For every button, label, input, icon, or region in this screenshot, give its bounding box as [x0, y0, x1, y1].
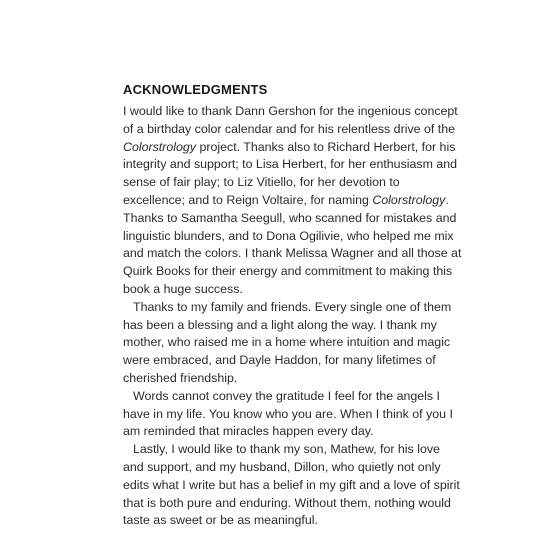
paragraph-1-title-1: Colorstrology: [123, 139, 196, 154]
paragraph-4: [123, 441, 463, 530]
paragraph-1: [123, 103, 463, 299]
section-heading: ACKNOWLEDGMENTS: [123, 82, 268, 97]
paragraph-3: [123, 388, 463, 441]
acknowledgments-section: [123, 80, 463, 530]
paragraph-4-text: Lastly, I would like to thank my son, Mathew, for his love and support, and my husband, Dillon, who quietly not only edits what I write but has a belief in my gift and a love of spirit that is both pure and enduring. Without them, nothing would taste as sweet or be as meaningful.: [123, 442, 460, 528]
paragraph-3-text: Words cannot convey the gratitude I feel for the angels I have in my life. You know who you are. When I think of you I am reminded that miracles happen every day.: [123, 388, 453, 439]
paragraph-1-text-3: . Thanks to Samantha Seegull, who scanned for mistakes and linguistic blunders, and to Dona Ogilivie, who helped me mix and match the colors. I thank Melissa Wagner and all those at Quirk Books for their energy and commitment to making this book a huge success.: [123, 192, 462, 296]
paragraph-2: [123, 299, 463, 388]
paragraph-2-text: Thanks to my family and friends. Every single one of them has been a blessing and a light along the way. I thank my mother, who raised me in a home where intuition and magic were embraced, and Dayle Haddon, for many lifetimes of cherished friendship.: [123, 299, 452, 385]
paragraph-1-text-1: I would like to thank Dann Gershon for the ingenious concept of a birthday color calendar and for his relentless drive of the: [123, 104, 458, 136]
paragraph-1-title-2: Colorstrology: [372, 192, 446, 207]
paragraph-1-text-2: project. Thanks also to Richard Herbert, for his integrity and support; to Lisa Herbert, for her enthusiasm and sense of fair play; to Liz Vitiello, for her devotion to excellence; and to Reign Voltaire, for naming: [123, 139, 458, 207]
